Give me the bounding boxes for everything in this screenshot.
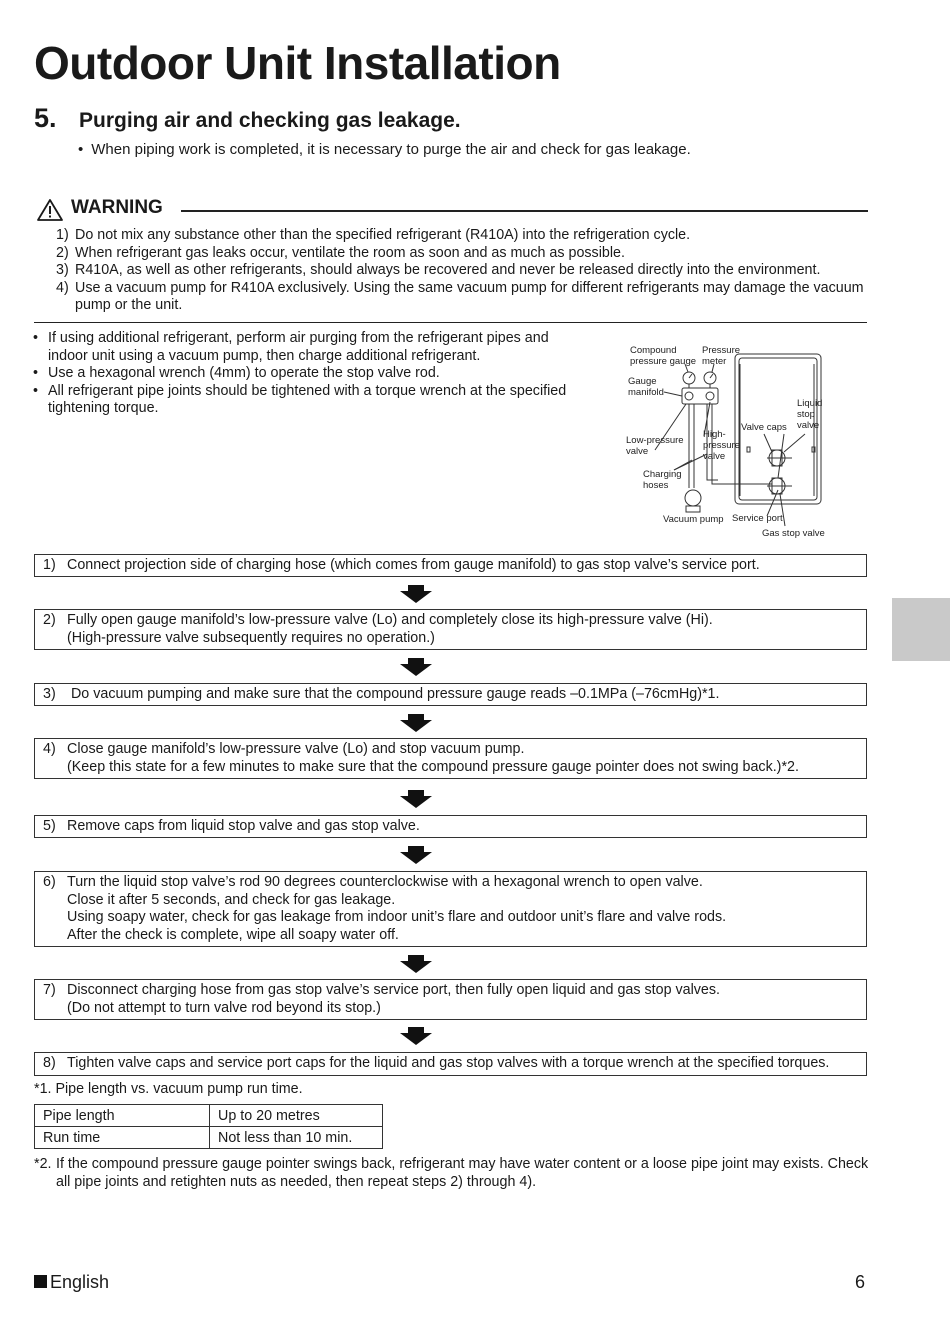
note-item: • All refrigerant pipe joints should be tightened with a torque wrench at the specified tightening torque. (33, 382, 567, 417)
square-bullet-icon (34, 1275, 47, 1288)
label-valve-caps: Valve caps (741, 422, 787, 433)
down-arrow-icon (400, 1027, 432, 1045)
label-gas-stop-valve: Gas stop valve (762, 528, 825, 539)
section-title: Purging air and checking gas leakage. (79, 109, 461, 132)
label-pressure-meter: Pressure meter (702, 345, 741, 367)
label-charging-hoses: Charging hoses (643, 469, 682, 491)
step-box-5: 5) Remove caps from liquid stop valve and gas stop valve. (34, 815, 867, 838)
table-cell: Run time (35, 1127, 210, 1149)
side-tab-marker (892, 598, 950, 661)
label-liquid-stop-valve: Liquid stop valve (797, 398, 823, 431)
page-number: 6 (855, 1272, 866, 1292)
down-arrow-icon (400, 846, 432, 864)
step-box-6: 6) Turn the liquid stop valve’s rod 90 degrees counterclockwise with a hexagonal wrench to open valve. Close it after 5 seconds, and check for gas leakage. Using soapy water, check for gas leakage from indoor unit’s flare and outdoor unit’s flare and valve rods. After the check is complete, wipe all soapy water off. (34, 871, 867, 947)
warning-label: WARNING (71, 197, 163, 218)
table-row (35, 1105, 383, 1127)
footnote-2: *2. If the compound pressure gauge pointer swings back, refrigerant may have water content or a loose pipe joint may exists. Check all pipe joints and retighten nuts as needed, then repeat steps 2) through 4). (34, 1156, 869, 1190)
table-cell: Up to 20 metres (210, 1105, 383, 1127)
warning-list (56, 227, 868, 315)
warning-rule (181, 210, 868, 212)
down-arrow-icon (400, 658, 432, 676)
page-title: Outdoor Unit Installation (34, 37, 561, 89)
step-box-7: 7) Disconnect charging hose from gas stop valve’s service port, then fully open liquid and gas stop valves. (Do not attempt to turn valve rod beyond its stop.) (34, 979, 867, 1020)
label-gauge-manifold: Gauge manifold (628, 376, 664, 398)
warning-item: 4) Use a vacuum pump for R410A exclusively. Using the same vacuum pump for different refrigerants may damage the vacuum pump or the unit. (56, 279, 864, 314)
label-high-pressure-valve: High- pressure valve (703, 429, 740, 462)
note-item: • If using additional refrigerant, perform air purging from the refrigerant pipes and indoor unit using a vacuum pump, then charge additional refrigerant. (33, 330, 549, 364)
note-item: • Use a hexagonal wrench (4mm) to operate the stop valve rod. (33, 365, 440, 382)
warning-bottom-rule (34, 322, 867, 323)
table-cell: Pipe length (35, 1105, 210, 1127)
down-arrow-icon (400, 955, 432, 973)
table-row (35, 1127, 383, 1149)
intro-text: • When piping work is completed, it is necessary to purge the air and check for gas leakage. (78, 141, 691, 158)
down-arrow-icon (400, 714, 432, 732)
step-box-4: 4) Close gauge manifold’s low-pressure valve (Lo) and stop vacuum pump. (Keep this state for a few minutes to make sure that the compound pressure gauge pointer does not swing back.)*2. (34, 738, 867, 779)
warning-item: 3) R410A, as well as other refrigerants, should always be recovered and never be released directly into the environment. (56, 262, 821, 279)
step-box-3: 3) Do vacuum pumping and make sure that the compound pressure gauge reads –0.1MPa (–76cmHg)*1. (34, 683, 867, 706)
step-box-2: 2) Fully open gauge manifold’s low-pressure valve (Lo) and completely close its high-pressure valve (Hi). (High-pressure valve subsequently requires no operation.) (34, 609, 867, 650)
purging-diagram (622, 340, 834, 540)
down-arrow-icon (400, 585, 432, 603)
label-compound-gauge: Compound pressure gauge (630, 345, 697, 367)
warning-item: 2) When refrigerant gas leaks occur, ventilate the room as soon and as much as possible. (56, 244, 625, 261)
label-vacuum-pump: Vacuum pump (663, 514, 724, 525)
footnote-1: *1. Pipe length vs. vacuum pump run time. (34, 1081, 303, 1097)
table-cell: Not less than 10 min. (210, 1127, 383, 1149)
warning-header (36, 196, 868, 224)
down-arrow-icon (400, 790, 432, 808)
warning-item: 1) Do not mix any substance other than the specified refrigerant (R410A) into the refrigeration cycle. (56, 227, 691, 243)
step-box-8: 8) Tighten valve caps and service port caps for the liquid and gas stop valves with a torque wrench at the specified torques. (34, 1052, 867, 1076)
step-box-1: 1) Connect projection side of charging hose (which comes from gauge manifold) to gas stop valve’s service port. (34, 554, 867, 577)
notes-list (33, 330, 578, 418)
warning-triangle-icon (36, 198, 64, 222)
footer-language: English (34, 1272, 109, 1293)
label-service-port: Service port (732, 513, 783, 524)
pipe-length-table (34, 1104, 383, 1149)
section-number: 5. (34, 103, 57, 133)
label-low-pressure-valve: Low-pressure valve (626, 435, 684, 457)
